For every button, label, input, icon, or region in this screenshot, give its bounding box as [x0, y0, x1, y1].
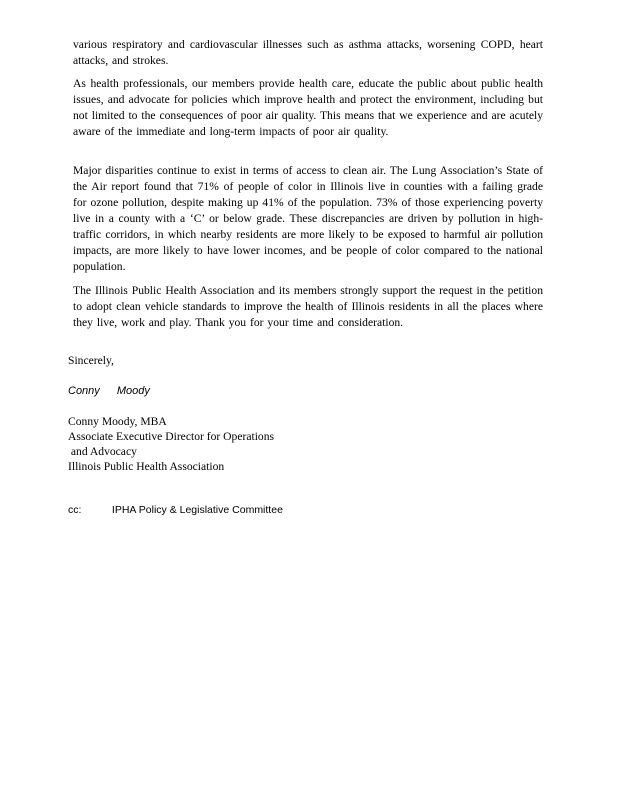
- sender-organization: Illinois Public Health Association: [68, 460, 225, 473]
- sender-title-line-2: and Advocacy: [68, 445, 137, 458]
- body-paragraph-health-professionals: As health professionals, our members provide health care, educate the public about public health issues, and advocate for policies which improve health and protect the environment, including but not limited to the consequences of poor air quality. This means that we experience and are acutely aware of the immediate and long-term impacts of poor air quality.: [73, 77, 543, 138]
- sender-name: Conny Moody, MBA: [68, 415, 167, 428]
- handwritten-signature: Conny Moody: [68, 385, 150, 397]
- sender-title-line-1: Associate Executive Director for Operations: [68, 430, 275, 443]
- cc-label: cc:: [68, 504, 82, 516]
- body-paragraph-support-request: The Illinois Public Health Association and its members strongly support the request in the petition to adopt clean vehicle standards to improve the health of Illinois residents in all the places where they live, work and play. Thank you for your time and consideration.: [73, 284, 543, 329]
- cc-line: [68, 503, 283, 518]
- cc-recipient: IPHA Policy & Legislative Committee: [111, 504, 283, 516]
- closing-salutation: Sincerely,: [68, 354, 114, 367]
- sender-signature-block: [68, 414, 274, 474]
- body-paragraph-disparities: Major disparities continue to exist in terms of access to clean air. The Lung Association’s State of the Air report found that 71% of people of color in Illinois live in counties with a failing grade for ozone pollution, despite making up 41% of the population. 73% of those experiencing poverty live in a county with a ‘C’ or below grade. These discrepancies are driven by pollution in high-traffic corridors, in which nearby residents are more likely to be exposed to harmful air pollution impacts, are more likely to have lower incomes, and be people of color compared to the national population.: [73, 164, 543, 273]
- body-paragraph-health-impacts: various respiratory and cardiovascular illnesses such as asthma attacks, worsening COPD, heart attacks, and strokes.: [73, 38, 543, 67]
